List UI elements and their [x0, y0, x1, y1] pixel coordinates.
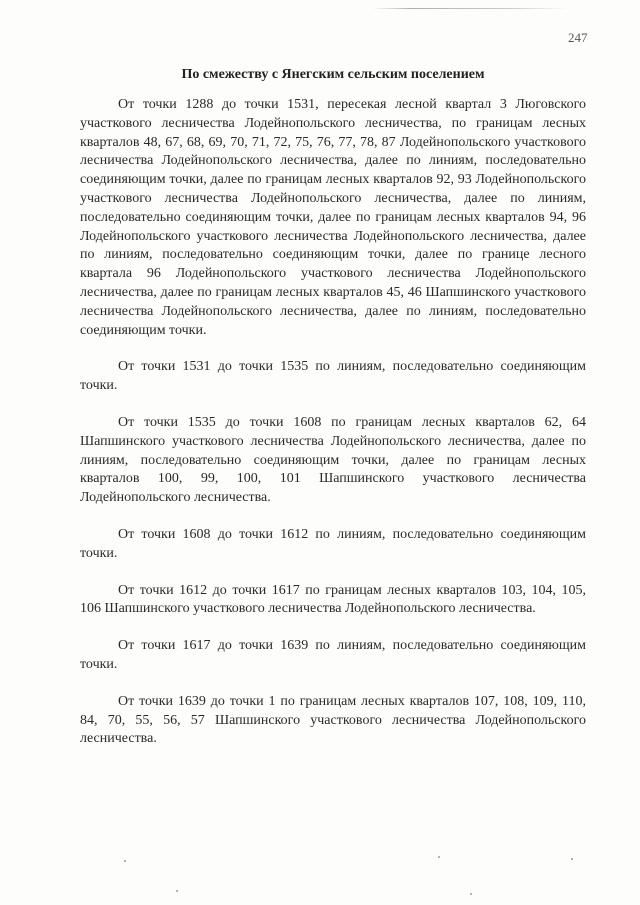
paragraph-1612-1617: От точки 1612 до точки 1617 по границам лесных кварталов 103, 104, 105, 106 Шапшинского участкового лесничества Лодейнопольского лесничества.: [80, 582, 586, 617]
paragraph-1531-1535: От точки 1531 до точки 1535 по линиям, последовательно соединяющим точки.: [80, 359, 586, 394]
page-number: 247: [568, 30, 588, 45]
paragraph-1288-1531: От точки 1288 до точки 1531, пересекая лесной квартал 3 Люговского участкового лесничества Лодейнопольского лесничества, по границам лесных кварталов 48, 67, 68, 69, 70, 71, 72, 75, 76, 77, 78, 87 Лодейнопольского участкового лесничества Лодейнопольского лесничества, далее по линиям, последовательно соединяющим точки, далее по границам лесных кварталов 92, 93 Лодейнопольского участкового лесничества Лодейнопольского лесничества, далее по линиям, последовательно соединяющим точки, далее по границам лесных кварталов 94, 96 Лодейнопольского участкового лесничества Лодейнопольского лесничества, далее по линиям, последовательно соединяющим точки, далее по границе лесного квартала 96 Лодейнопольского участкового лесничества Лодейнопольского лесничества, далее по границам лесных кварталов 45, 46 Шапшинского участкового лесничества Лодейнопольского лесничества, далее по линиям, последовательно соединяющим точки.: [80, 97, 586, 338]
document-body: [80, 96, 586, 767]
scan-speck: [438, 856, 440, 858]
scan-speck: [470, 893, 472, 895]
section-heading: По смежеству с Янегским сельским поселением: [181, 67, 485, 82]
paragraph-1535-1608: От точки 1535 до точки 1608 по границам лесных кварталов 62, 64 Шапшинского участкового лесничества Лодейнопольского лесничества, далее по линиям, последовательно соединяющим точки, далее по границам лесных кварталов 100, 99, 100, 101 Шапшинского участкового лесничества Лодейнопольского лесничества.: [80, 414, 586, 506]
scan-speck: [124, 860, 126, 862]
paragraph-1639-1: От точки 1639 до точки 1 по границам лесных кварталов 107, 108, 109, 110, 84, 70, 55, 56, 57 Шапшинского участкового лесничества Лодейнопольского лесничества.: [80, 693, 586, 747]
scan-speck: [176, 890, 178, 892]
scan-artifact-line: [372, 8, 568, 9]
scan-speck: [571, 858, 573, 860]
paragraph-1617-1639: От точки 1617 до точки 1639 по линиям, последовательно соединяющим точки.: [80, 638, 586, 672]
paragraph-1608-1612: От точки 1608 до точки 1612 по линиям, последовательно соединяющим точки.: [80, 526, 586, 561]
